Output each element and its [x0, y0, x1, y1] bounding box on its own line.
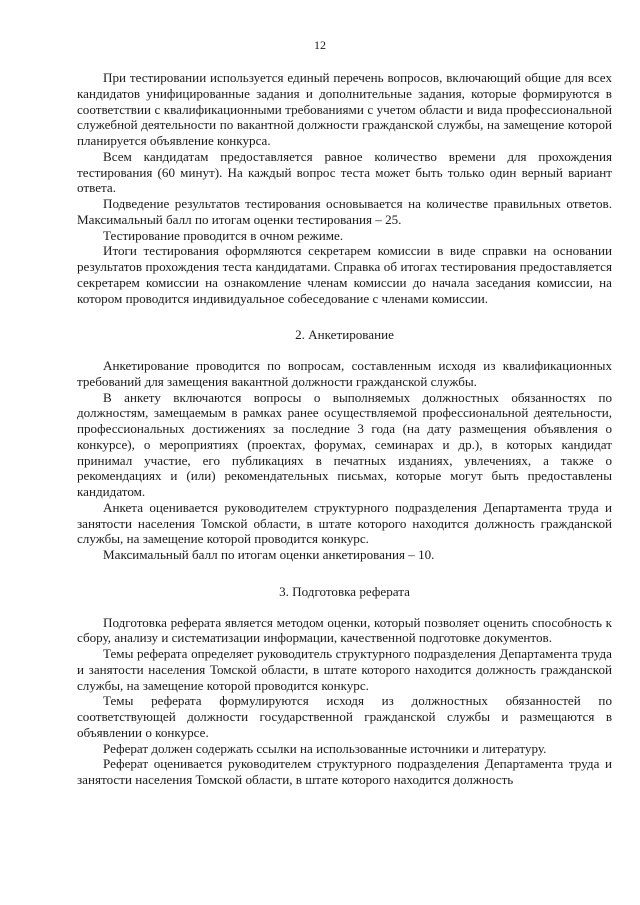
paragraph: Подведение результатов тестирования основывается на количестве правильных ответов. Максимальный балл по итогам оценки тестирования – 25. [77, 196, 612, 227]
spacer [77, 306, 612, 327]
page-number: 12 [314, 38, 326, 52]
paragraph: Итоги тестирования оформляются секретарем комиссии в виде справки на основании результатов прохождения теста кандидатами. Справка об итогах тестирования предоставляется секретарем комиссии на ознакомление членам комиссии до начала заседания комиссии, на котором проводится индивидуальное собеседование с членами комиссии. [77, 243, 612, 306]
paragraph: Всем кандидатам предоставляется равное количество времени для прохождения тестирования (60 минут). На каждый вопрос теста может быть только один верный вариант ответа. [77, 148, 612, 196]
spacer [77, 563, 612, 584]
section-heading: 3. Подготовка реферата [279, 583, 410, 599]
paragraph: Анкетирование проводится по вопросам, составленным исходя из квалификационных требований для замещения вакантной должности гражданской службы. [77, 358, 612, 389]
paragraph: Тестирование проводится в очном режиме. [103, 227, 344, 243]
paragraph: В анкету включаются вопросы о выполняемых должностных обязанностях по должностям, замещаемым в рамках ранее осуществляемой профессиональной деятельности, профессиональных достижениях за последние 3 года (на дату размещения объявления о конкурсе), о мероприятиях (проектах, форумах, семинарах и др.), в которых кандидат принимал участие, его публикациях в печатных изданиях, увлечениях, а также о рекомендациях и (или) рекомендательных письмах, которые могут быть предоставлены кандидатом. [77, 389, 612, 499]
document-body [77, 70, 612, 788]
paragraph: Максимальный балл по итогам оценки анкетирования – 10. [103, 547, 435, 562]
paragraph: Темы реферата формулируются исходя из должностных обязанностей по соответствующей должности государственной гражданской службы и размещаются в объявлении о конкурсе. [77, 693, 612, 740]
paragraph: Реферат оценивается руководителем структурного подразделения Департамента труда и занятости населения Томской области, в штате которого находится должность [77, 756, 612, 787]
spacer [77, 600, 612, 615]
paragraph: При тестировании используется единый перечень вопросов, включающий общие для всех кандидатов унифицированные задания и дополнительные задания, которые формируются в соответствии с квалификационными требованиями с учетом области и вида профессиональной служебной деятельности по вакантной должности гражданской службы, на замещение которой планируется объявление конкурса. [77, 70, 612, 148]
paragraph: Темы реферата определяет руководитель структурного подразделения Департамента труда и занятости населения Томской области, в штате которого находится должность гражданской службы, на замещение которой проводится конкурс. [77, 646, 612, 693]
section-heading: 2. Анкетирование [295, 327, 394, 343]
paragraph: Реферат должен содержать ссылки на использованные источники и литературу. [103, 740, 547, 756]
paragraph: Подготовка реферата является методом оценки, который позволяет оценить способность к сбору, анализу и систематизации информации, качественной подготовке документов. [77, 614, 612, 646]
spacer [77, 343, 612, 358]
paragraph: Анкета оценивается руководителем структурного подразделения Департамента труда и занятости населения Томской области, в штате которого находится должность гражданской службы, на замещение которой проводится конкурс. [77, 499, 612, 547]
